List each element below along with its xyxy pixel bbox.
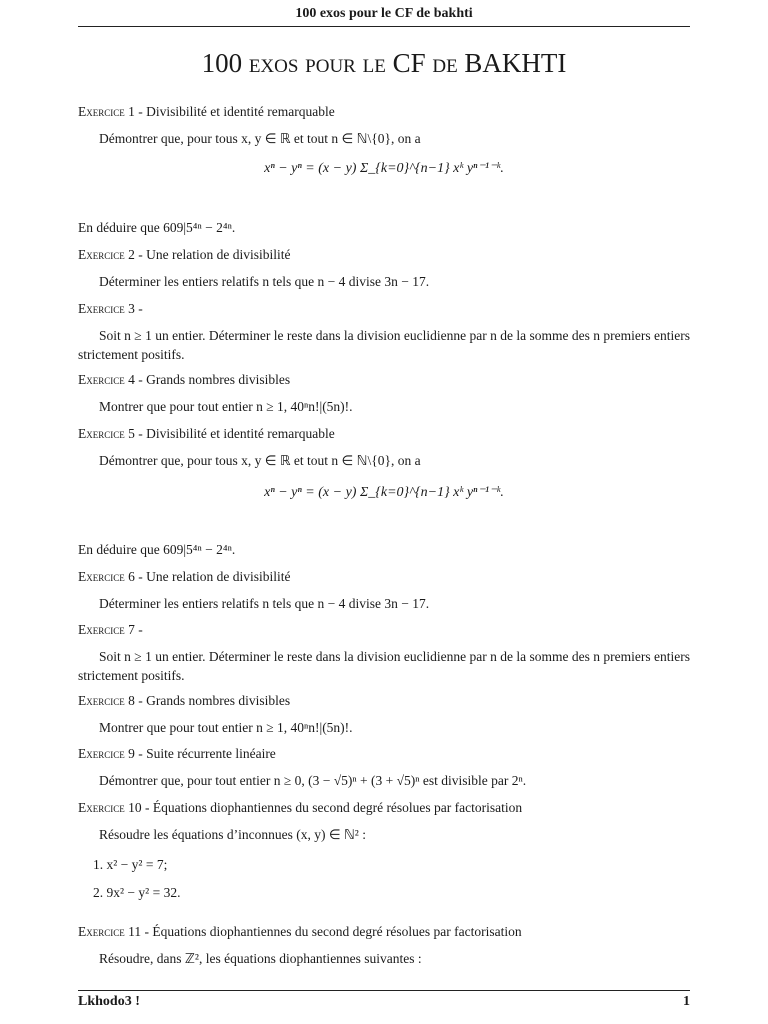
exercise-statement: Résoudre les équations d’inconnues (x, y) ∈ ℕ² : bbox=[99, 827, 366, 842]
exercise-number: 5 bbox=[128, 426, 135, 441]
equation bbox=[78, 160, 690, 177]
exercise-number: 2 bbox=[128, 247, 135, 262]
exercise-label: Exercice bbox=[78, 800, 125, 815]
exercise-label: Exercice bbox=[78, 247, 125, 262]
exercise-heading bbox=[78, 426, 335, 442]
exercise-title: - Grands nombres divisibles bbox=[134, 693, 291, 708]
exercise-heading bbox=[78, 746, 276, 762]
exercise-label: Exercice bbox=[78, 569, 125, 584]
exercise-number: 7 bbox=[128, 622, 135, 637]
exercise-label: Exercice bbox=[78, 426, 125, 441]
exercise-statement: Démontrer que, pour tous x, y ∈ ℝ et tout n ∈ ℕ\{0}, on a bbox=[99, 131, 421, 146]
exercise-number: 1 bbox=[128, 104, 135, 119]
equation-body: xⁿ − yⁿ = (x − y) Σ_{k=0}^{n−1} xᵏ yⁿ⁻¹⁻ᵏ. bbox=[264, 161, 504, 176]
equation-body: xⁿ − yⁿ = (x − y) Σ_{k=0}^{n−1} xᵏ yⁿ⁻¹⁻ᵏ. bbox=[264, 485, 504, 500]
exercise-statement: Démontrer que, pour tout entier n ≥ 0, (3 − √5)ⁿ + (3 + √5)ⁿ est divisible par 2ⁿ. bbox=[99, 773, 527, 788]
header-rule bbox=[78, 26, 690, 27]
exercise-label: Exercice bbox=[78, 104, 125, 119]
exercise-heading bbox=[78, 301, 143, 317]
exercise-number: 10 bbox=[128, 800, 142, 815]
footer-rule bbox=[78, 990, 690, 991]
exercise-statement: Résoudre, dans ℤ², les équations diophantiennes suivantes : bbox=[99, 951, 422, 966]
exercise-title: - Une relation de divisibilité bbox=[134, 247, 291, 262]
exercise-title: - Divisibilité et identité remarquable bbox=[134, 426, 335, 441]
exercise-statement: Déterminer les entiers relatifs n tels que n − 4 divise 3n − 17. bbox=[99, 274, 430, 289]
exercise-title: - Équations diophantiennes du second degré résolues par factorisation bbox=[141, 800, 523, 815]
exercise-label: Exercice bbox=[78, 693, 125, 708]
page-title-text: 100 exos pour le CF de BAKHTI bbox=[201, 48, 567, 78]
exercise-title: - Suite récurrente linéaire bbox=[134, 746, 276, 761]
exercise-label: Exercice bbox=[78, 301, 125, 316]
exercise-number: 9 bbox=[128, 746, 135, 761]
exercise-title: - Équations diophantiennes du second degré résolues par factorisation bbox=[141, 924, 522, 939]
page-number: 1 bbox=[683, 994, 690, 1009]
equation bbox=[78, 484, 690, 501]
exercise-number: 8 bbox=[128, 693, 135, 708]
exercise-conclusion: En déduire que 609|5⁴ⁿ − 2⁴ⁿ. bbox=[78, 220, 236, 235]
exercise-heading bbox=[78, 622, 143, 638]
exercise-title: - Divisibilité et identité remarquable bbox=[134, 104, 335, 119]
exercise-label: Exercice bbox=[78, 622, 125, 637]
exercise-heading bbox=[78, 247, 290, 263]
page-title bbox=[78, 48, 690, 79]
exercise-statement: Démontrer que, pour tous x, y ∈ ℝ et tout n ∈ ℕ\{0}, on a bbox=[99, 453, 421, 468]
exercise-conclusion: En déduire que 609|5⁴ⁿ − 2⁴ⁿ. bbox=[78, 542, 236, 557]
running-header: 100 exos pour le CF de bakhti bbox=[295, 6, 473, 21]
exercise-title: - bbox=[134, 622, 143, 637]
exercise-number: 4 bbox=[128, 372, 135, 387]
list-item: 1. x² − y² = 7; bbox=[93, 857, 168, 872]
exercise-title: - Une relation de divisibilité bbox=[134, 569, 291, 584]
exercise-heading bbox=[78, 693, 290, 709]
exercise-heading bbox=[78, 104, 335, 120]
exercise-heading bbox=[78, 372, 290, 388]
exercise-label: Exercice bbox=[78, 746, 125, 761]
exercise-number: 6 bbox=[128, 569, 135, 584]
exercise-title: - bbox=[134, 301, 143, 316]
exercise-label: Exercice bbox=[78, 924, 125, 939]
exercise-number: 3 bbox=[128, 301, 135, 316]
list-item: 2. 9x² − y² = 32. bbox=[93, 885, 181, 900]
exercise-statement: Soit n ≥ 1 un entier. Déterminer le reste dans la division euclidienne par n de la somme des n premiers entiers strictement positifs. bbox=[78, 328, 690, 362]
exercise-number: 11 bbox=[128, 924, 142, 939]
exercise-statement: Montrer que pour tout entier n ≥ 1, 40ⁿn!|(5n)!. bbox=[99, 399, 353, 414]
exercise-heading bbox=[78, 924, 522, 940]
exercise-statement: Montrer que pour tout entier n ≥ 1, 40ⁿn!|(5n)!. bbox=[99, 720, 353, 735]
exercise-heading bbox=[78, 569, 290, 585]
exercise-statement: Soit n ≥ 1 un entier. Déterminer le reste dans la division euclidienne par n de la somme des n premiers entiers strictement positifs. bbox=[78, 649, 690, 683]
exercise-title: - Grands nombres divisibles bbox=[134, 372, 291, 387]
exercise-statement: Déterminer les entiers relatifs n tels que n − 4 divise 3n − 17. bbox=[99, 596, 430, 611]
exercise-heading bbox=[78, 800, 522, 816]
exercise-label: Exercice bbox=[78, 372, 125, 387]
footer-author: Lkhodo3 ! bbox=[78, 994, 140, 1009]
